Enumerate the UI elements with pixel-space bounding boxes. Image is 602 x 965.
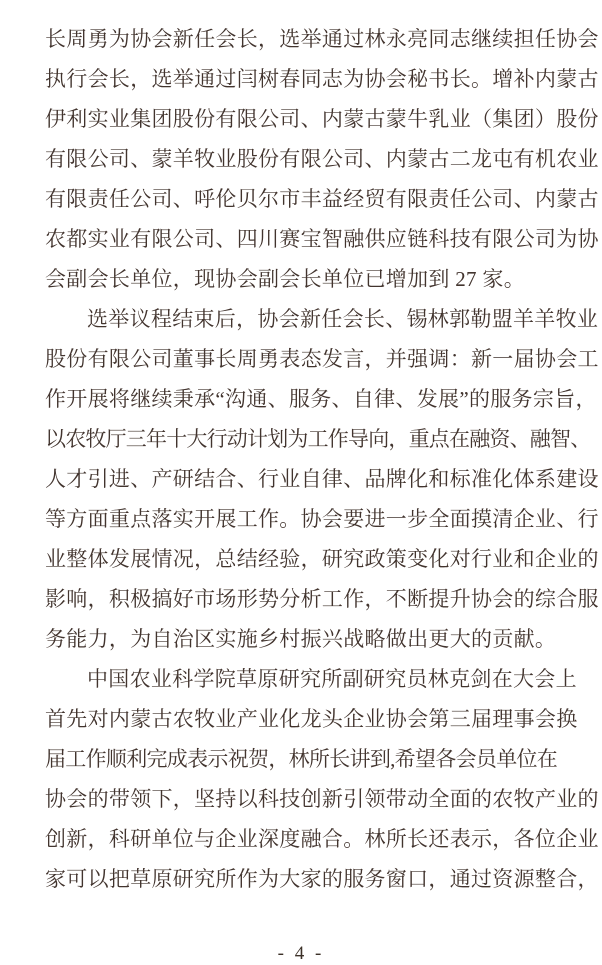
text-line: 务能力，为自治区实施乡村振兴战略做出更大的贡献。 [45, 627, 557, 651]
text-line: 家可以把草原研究所作为大家的服务窗口，通过资源整合， [45, 867, 599, 891]
text-line: 首先对内蒙古农牧业产业化龙头企业协会第三届理事会换 [45, 707, 578, 731]
text-line: 以农牧厅三年十大行动计划为工作导向，重点在融资、融智、 [45, 427, 591, 451]
text-line: 有限公司、蒙羊牧业股份有限公司、内蒙古二龙屯有机农业 [45, 147, 599, 171]
text-line: 协会的带领下，坚持以科技创新引领带动全面的农牧产业的 [45, 787, 599, 811]
text-line: 人才引进、产研结合、行业自律、品牌化和标准化体系建设 [45, 467, 599, 491]
page-number: - 4 - [277, 943, 325, 964]
text-line: 中国农业科学院草原研究所副研究员林克剑在大会上 [87, 667, 577, 691]
text-line: 选举议程结束后，协会新任会长、锡林郭勒盟羊羊牧业 [87, 307, 599, 331]
text-line: 会副会长单位，现协会副会长单位已增加到 27 家。 [45, 267, 525, 291]
text-line: 创新，科研单位与企业深度融合。林所长还表示，各位企业 [45, 827, 599, 851]
text-line: 影响，积极搞好市场形势分析工作，不断提升协会的综合服 [45, 587, 599, 611]
text-line: 伊利实业集团股份有限公司、内蒙古蒙牛乳业（集团）股份 [45, 107, 599, 131]
text-line: 作开展将继续秉承“沟通、服务、自律、发展”的服务宗旨， [45, 387, 597, 411]
text-line: 业整体发展情况，总结经验，研究政策变化对行业和企业的 [45, 547, 599, 571]
text-line: 长周勇为协会新任会长，选举通过林永亮同志继续担任协会 [45, 27, 599, 51]
text-line: 农都实业有限公司、四川赛宝智融供应链科技有限公司为协 [45, 227, 599, 251]
text-line: 执行会长，选举通过闫树春同志为协会秘书长。增补内蒙古 [45, 67, 599, 91]
text-line: 等方面重点落实开展工作。协会要进一步全面摸清企业、行 [45, 507, 599, 531]
text-line: 有限责任公司、呼伦贝尔市丰益经贸有限责任公司、内蒙古 [45, 187, 599, 211]
text-line: 届工作顺利完成表示祝贺，林所长讲到,希望各会员单位在 [45, 747, 557, 771]
text-line: 股份有限公司董事长周勇表态发言，并强调：新一届协会工 [45, 347, 599, 371]
